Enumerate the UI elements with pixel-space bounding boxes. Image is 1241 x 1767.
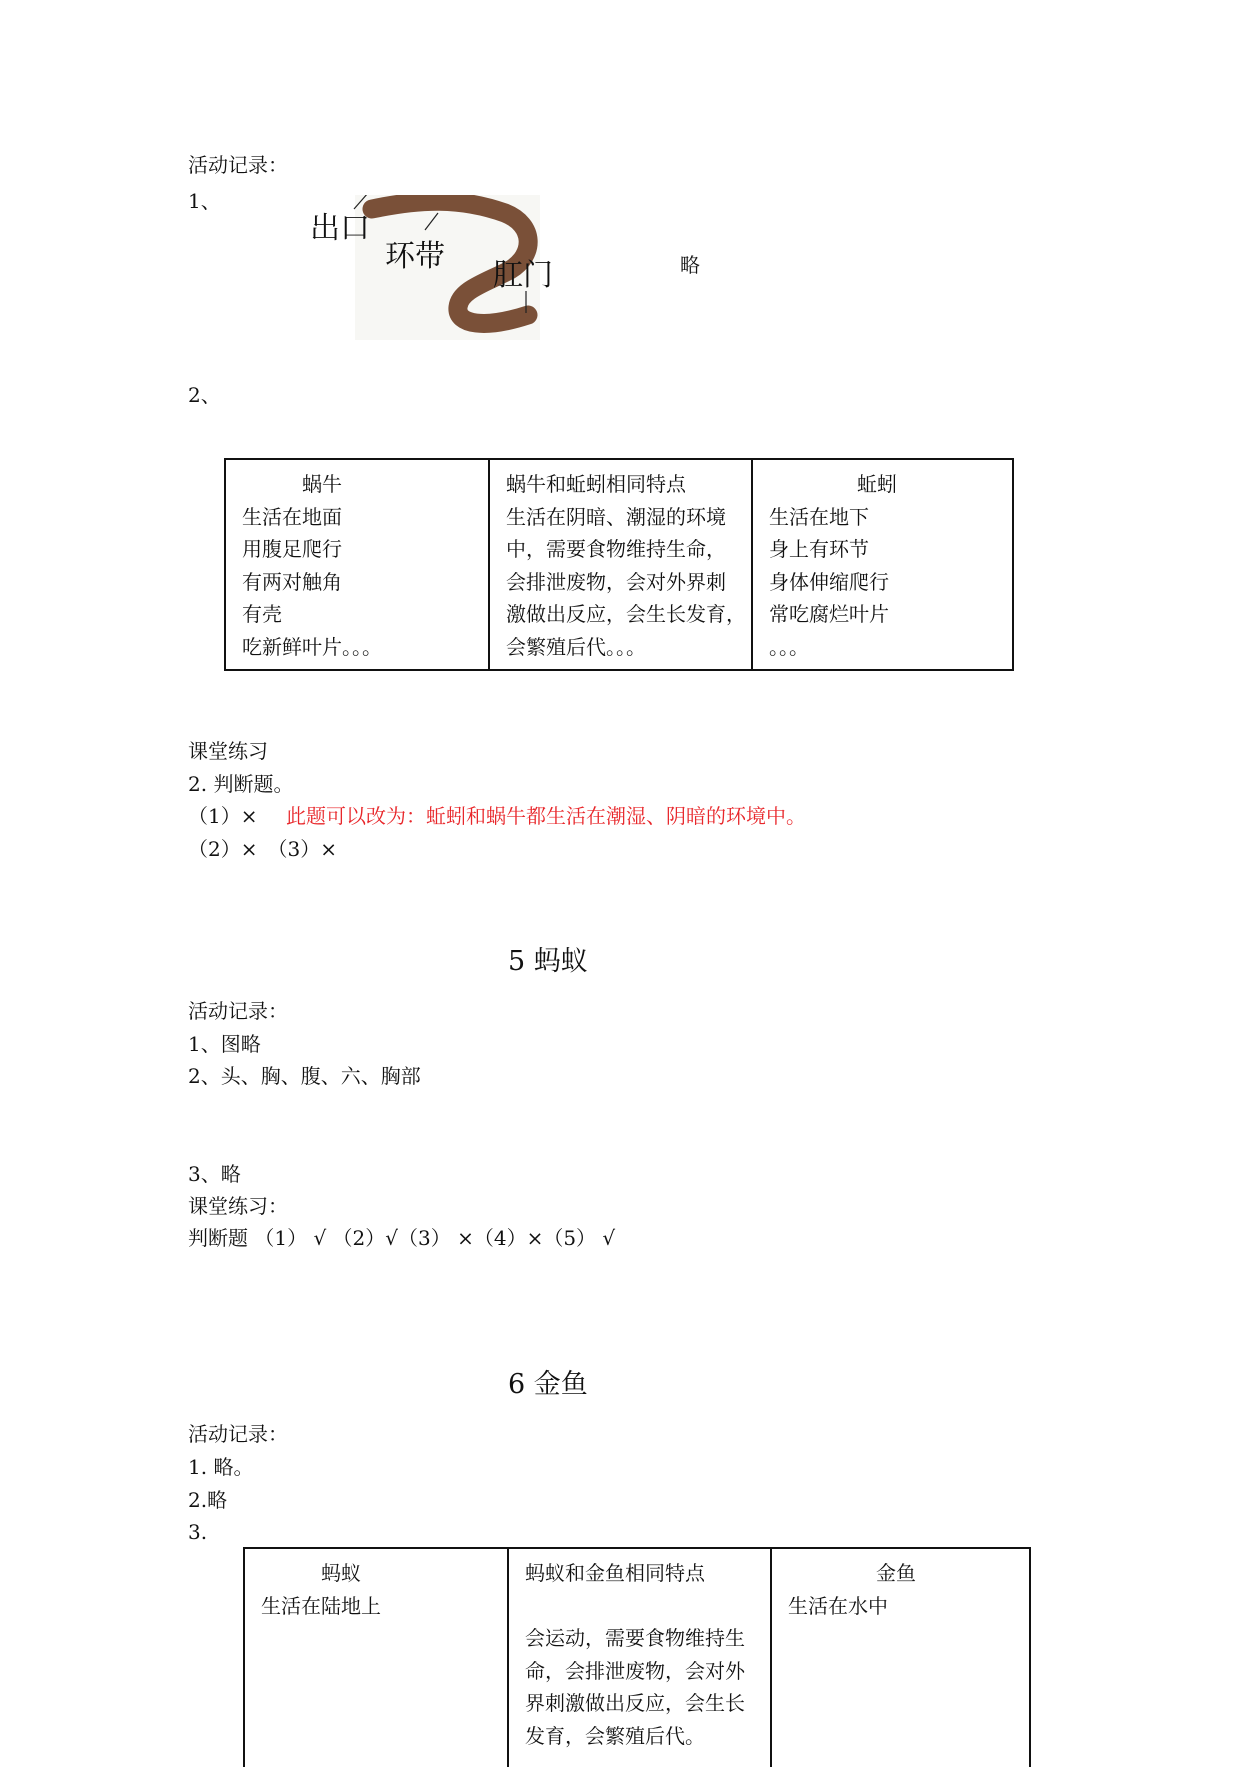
common-traits-header: 蜗牛和蚯蚓相同特点 xyxy=(506,472,686,496)
cell-line: 会排泄废物，会对外界刺 xyxy=(506,569,726,594)
common-traits-column xyxy=(507,1549,770,1767)
label-mouth: 出口 xyxy=(310,211,370,246)
item-1: 1、图略 xyxy=(188,1032,261,1056)
cell-line: 有两对触角 xyxy=(242,569,342,594)
item-2: 2.略 xyxy=(188,1488,228,1512)
cell-line: 命，会排泄废物，会对外 xyxy=(525,1658,745,1683)
ant-header: 蚂蚁 xyxy=(321,1561,361,1585)
exercise-title: 课堂练习 xyxy=(188,739,268,763)
activity-record-title: 活动记录： xyxy=(188,153,288,177)
cell-line: 激做出反应，会生长发育， xyxy=(506,602,746,626)
item-number-2: 2、 xyxy=(188,383,221,407)
cell-line: 生活在地面 xyxy=(242,504,342,529)
cell-line: 生活在阴暗、潮湿的环境 xyxy=(506,504,726,529)
cell-line: 会运动，需要食物维持生 xyxy=(525,1626,745,1650)
cell-line: 生活在地下 xyxy=(769,504,869,529)
earthworm-diagram xyxy=(300,195,580,345)
label-clitellum: 环带 xyxy=(385,239,445,274)
cell-line: 发育，会繁殖后代。 xyxy=(525,1723,705,1748)
cell-line: 吃新鲜叶片。。。 xyxy=(242,634,382,659)
answer-2-3: （2）× （3）× xyxy=(188,837,337,861)
goldfish-header: 金鱼 xyxy=(876,1561,916,1585)
common-traits-header: 蚂蚁和金鱼相同特点 xyxy=(525,1561,705,1585)
cell-line: 身上有环节 xyxy=(769,537,869,561)
cell-line xyxy=(525,1590,766,1623)
common-traits-column xyxy=(488,460,751,669)
cell-line: 。。。 xyxy=(769,634,809,659)
item-1: 1. 略。 xyxy=(188,1455,254,1479)
earthworm-header: 蚯蚓 xyxy=(857,472,897,496)
activity-record-title: 活动记录： xyxy=(188,999,288,1023)
ant-goldfish-table xyxy=(243,1547,1031,1767)
item-2: 2、头、胸、腹、六、胸部 xyxy=(188,1064,421,1088)
snail-column xyxy=(226,460,488,669)
cell-line: 用腹足爬行 xyxy=(242,537,342,561)
snail-earthworm-table xyxy=(224,458,1014,671)
cell-line: 中，需要食物维持生命， xyxy=(506,537,726,561)
goldfish-column xyxy=(770,1549,1029,1767)
cell-line: 会繁殖后代。。。 xyxy=(506,634,646,659)
section-title-goldfish: 6 金鱼 xyxy=(508,1369,588,1400)
exercise-title: 课堂练习： xyxy=(188,1194,288,1218)
label-anus: 肛门 xyxy=(493,258,553,293)
section-title-ant: 5 蚂蚁 xyxy=(508,946,588,977)
cell-line: 界刺激做出反应，会生长 xyxy=(525,1691,745,1715)
cell-line: 生活在水中 xyxy=(788,1593,888,1618)
cell-line: 身体伸缩爬行 xyxy=(769,569,889,594)
answer-1: （1）× xyxy=(188,804,258,828)
earthworm-column xyxy=(751,460,1012,669)
item-3: 3、略 xyxy=(188,1162,241,1186)
snail-header: 蜗牛 xyxy=(302,472,342,496)
question-2: 2. 判断题。 xyxy=(188,772,294,796)
activity-record-title: 活动记录： xyxy=(188,1422,288,1446)
ant-column xyxy=(245,1549,507,1767)
cell-line: 有壳 xyxy=(242,602,282,626)
item-number-1: 1、 xyxy=(188,189,221,213)
cell-line: 生活在陆地上 xyxy=(261,1593,381,1618)
omit-note: 略 xyxy=(680,253,700,277)
item-3: 3. xyxy=(188,1520,208,1544)
answer-1-note: 此题可以改为：蚯蚓和蜗牛都生活在潮湿、阴暗的环境中。 xyxy=(286,804,806,828)
judgement-answers: 判断题 （1） √ （2）√（3） ×（4）×（5） √ xyxy=(188,1226,616,1250)
cell-line: 常吃腐烂叶片 xyxy=(769,602,889,626)
